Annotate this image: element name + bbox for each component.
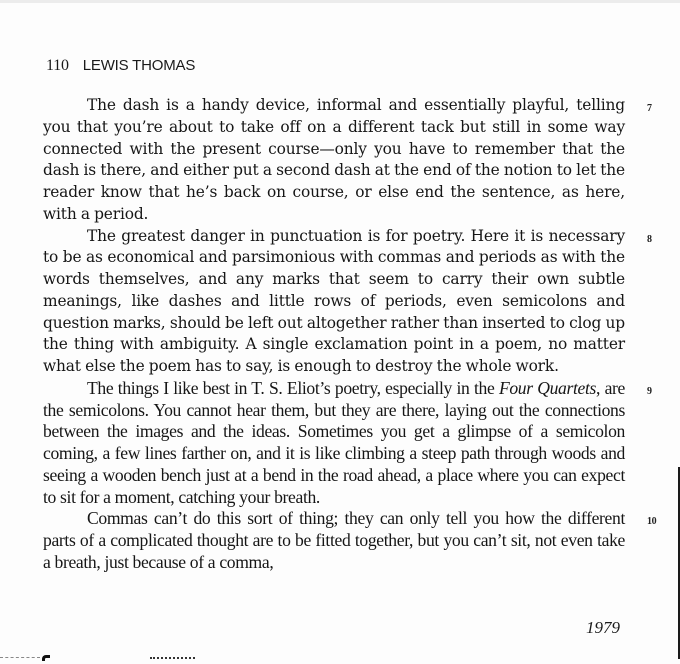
- running-head: [46, 57, 195, 75]
- scan-top-edge: [0, 0, 680, 3]
- paragraph-number: 8: [647, 233, 652, 245]
- paragraph-number: 10: [647, 516, 657, 528]
- paragraph-10: [43, 508, 657, 573]
- page-number: 110: [46, 57, 69, 74]
- paragraph-text: The dash is a handy device, informal and essentially playful, telling you that you’re about to take off on a different tack but still in some way connected with the present course—only you have to remember that the dash is there, and either put a second dash at the end of the notion to let the reader know that he’s back on course, or else end the sentence, as here, with a period.: [43, 96, 625, 223]
- scan-bottom-artifact: [0, 655, 200, 661]
- paragraph-text: Commas can’t do this sort of thing; they can only tell you how the different parts of a complicated thought are to be fitted together, but you can’t sit, not even take a breath, just because of a comma,: [43, 508, 625, 572]
- paragraph-text: The things I like best in T. S. Eliot’s poetry, especially in the: [87, 377, 499, 398]
- author-name: LEWIS THOMAS: [82, 57, 196, 74]
- book-title-italic: Four Quartets: [498, 377, 597, 398]
- paragraph-7: [43, 95, 652, 226]
- paragraph-number: 9: [647, 385, 652, 397]
- cutoff-glyph: [42, 655, 50, 661]
- essay-date: 1979: [586, 618, 620, 637]
- paragraph-text-continued: , are the semicolons. You cannot hear them, but they are there, laying out the connections between the images and the ideas. Sometimes you get a glimpse of a semicolon coming, a few lines farther on, and it is like climbing a steep path through woods and seeing a wooden bench just at a bend in the road ahead, a place where you can expect to sit for a moment, catching your breath.: [43, 377, 625, 507]
- scan-noise: [0, 657, 40, 659]
- scan-noise: [150, 657, 195, 661]
- paragraph-text: The greatest danger in punctuation is for poetry. Here it is necessary to be as economical and parsimonious with commas and periods as with the words themselves, and any marks that seem to carry their own subtle meanings, like dashes and little rows of periods, even semicolons and question marks, should be left out altogether rather than inserted to clog up the thing with ambiguity. A single exclamation point in a poem, no matter what else the poem has to say, is enough to destroy the whole work.: [43, 226, 625, 375]
- body-text: [43, 95, 657, 574]
- paragraph-8: [43, 226, 652, 378]
- paragraph-9: [43, 377, 652, 509]
- paragraph-number: 7: [647, 103, 652, 114]
